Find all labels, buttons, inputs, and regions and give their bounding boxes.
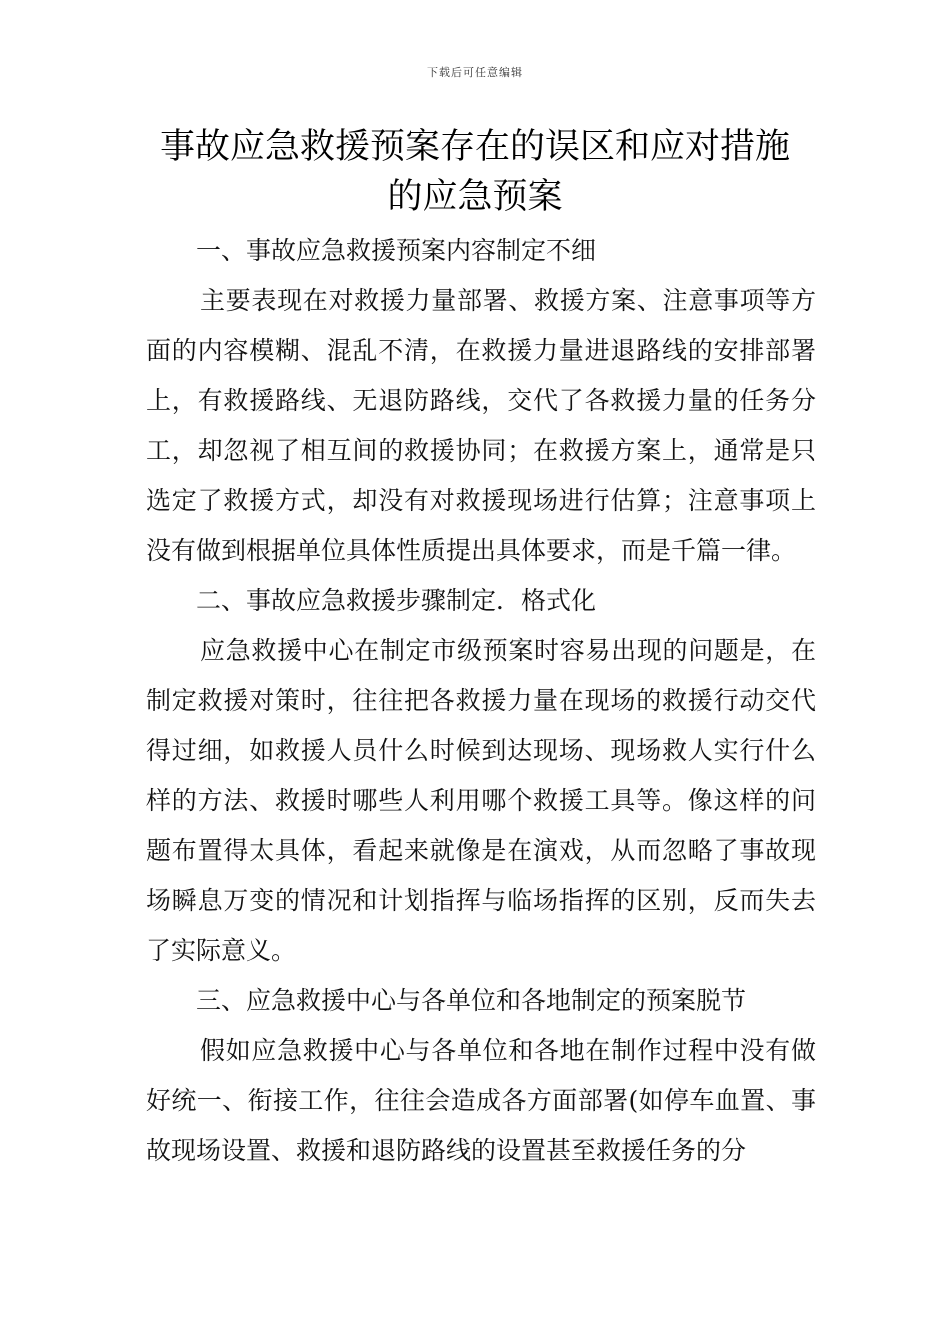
section-heading-1: 一、事故应急救援预案内容制定不细 [196,236,597,265]
title-line-1: 事故应急救援预案存在的误区和应对措施 [159,127,790,167]
document-title [120,122,830,222]
header-note: 下载后可任意编辑 [427,66,523,79]
section-heading-3: 三、应急救援中心与各单位和各地制定的预案脱节 [196,986,747,1015]
section-paragraph-2: 应急救援中心在制定市级预案时容易出现的问题是，在制定救援对策时，往往把各救援力量在现场的救援行动交代得过细，如救援人员什么时候到达现场、现场救人实行什么样的方法、救援时哪些人利用哪个救援工具等。像这样的问题布置得太具体，看起来就像是在演戏，从而忽略了事故现场瞬息万变的情况和计划指挥与临场指挥的区别，反而失去了实际意义。 [146,636,816,965]
section-paragraph-3: 假如应急救援中心与各单位和各地在制作过程中没有做好统一、衔接工作，往往会造成各方面部署(如停车血置、事故现场设置、救援和退防路线的设置甚至救援任务的分 [146,1036,816,1165]
document-body [146,226,816,1176]
section-heading-2: 二、事故应急救援步骤制定．格式化 [196,586,597,615]
section-paragraph-1: 主要表现在对救援力量部署、救援方案、注意事项等方面的内容模糊、混乱不清，在救援力量进退路线的安排部署上，有救援路线、无退防路线，交代了各救援力量的任务分工，却忽视了相互间的救援协同；在救援方案上，通常是只选定了救援方式，却没有对救援现场进行估算；注意事项上没有做到根据单位具体性质提出具体要求，而是千篇一律。 [146,286,816,565]
title-line-2: 的应急预案 [387,177,563,217]
